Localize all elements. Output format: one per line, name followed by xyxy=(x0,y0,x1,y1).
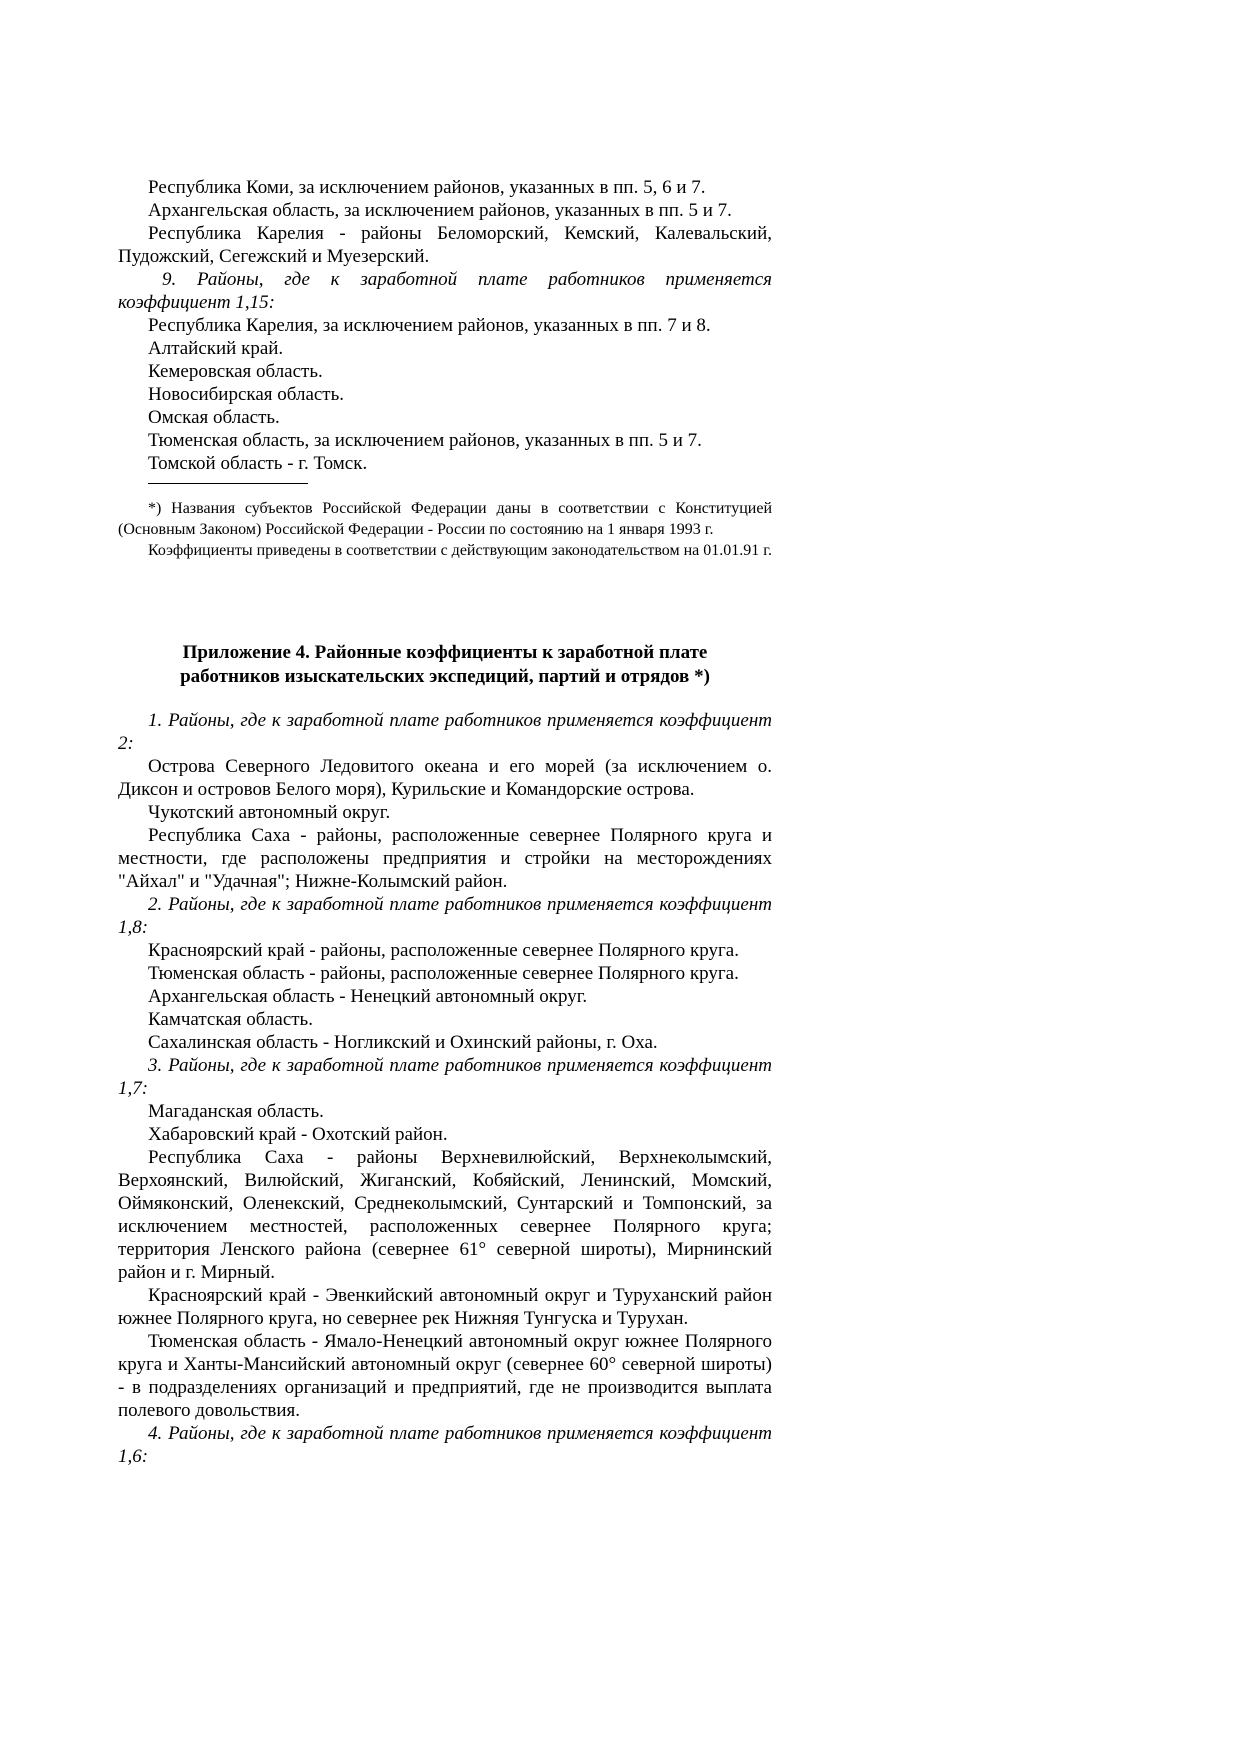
paragraph: Архангельская область - Ненецкий автономный округ. xyxy=(148,986,588,1007)
paragraph: Тюменская область - Ямало-Ненецкий автономный округ южнее Полярного круга и Ханты-Мансийский автономный округ (севернее 60° северной широты) - в подразделениях организаций и предприятий, где не производится выплата полевого довольствия. xyxy=(118,1331,772,1421)
heading-line: Приложение 4. Районные коэффициенты к заработной плате xyxy=(182,642,708,663)
paragraph: Республика Карелия, за исключением районов, указанных в пп. 7 и 8. xyxy=(148,315,711,336)
paragraph: Тюменская область - районы, расположенные севернее Полярного круга. xyxy=(148,963,739,984)
appendix-heading xyxy=(118,641,772,689)
paragraph-italic: 9. Районы, где к заработной плате работников применяется коэффициент 1,15: xyxy=(118,269,772,313)
paragraph: Красноярский край - Эвенкийский автономный округ и Туруханский район южнее Полярного круга, но севернее рек Нижняя Тунгуска и Турухан. xyxy=(118,1285,772,1329)
heading-line: работников изыскательских экспедиций, партий и отрядов *) xyxy=(180,666,710,687)
paragraph: Республика Коми, за исключением районов, указанных в пп. 5, 6 и 7. xyxy=(148,177,706,198)
paragraph: Хабаровский край - Охотский район. xyxy=(148,1124,448,1145)
paragraph: Омская область. xyxy=(148,407,280,428)
paragraph: Томской область - г. Томск. xyxy=(148,453,368,474)
paragraph: Тюменская область, за исключением районов, указанных в пп. 5 и 7. xyxy=(148,430,702,451)
paragraph-italic: 3. Районы, где к заработной плате работников применяется коэффициент 1,7: xyxy=(118,1055,772,1099)
paragraph: Архангельская область, за исключением районов, указанных в пп. 5 и 7. xyxy=(148,200,732,221)
paragraph: Магаданская область. xyxy=(148,1101,324,1122)
paragraph-italic: 1. Районы, где к заработной плате работников применяется коэффициент 2: xyxy=(118,710,772,754)
paragraph-italic: 2. Районы, где к заработной плате работников применяется коэффициент 1,8: xyxy=(118,894,772,938)
footnote: Коэффициенты приведены в соответствии с действующим законодательством на 01.01.91 г. xyxy=(148,542,773,559)
paragraph: Новосибирская область. xyxy=(148,384,345,405)
footnote: *) Названия субъектов Российской Федерации даны в соответствии с Конституцией (Основным Законом) Российской Федерации - России по состоянию на 1 января 1993 г. xyxy=(118,500,772,538)
footnotes xyxy=(118,498,772,561)
paragraph: Алтайский край. xyxy=(148,338,284,359)
paragraph: Сахалинская область - Ногликский и Охинский районы, г. Оха. xyxy=(148,1032,658,1053)
section-a xyxy=(118,176,772,475)
paragraph: Острова Северного Ледовитого океана и его морей (за исключением о. Диксон и островов Белого моря), Курильские и Командорские острова. xyxy=(118,756,772,800)
paragraph-italic: 4. Районы, где к заработной плате работников применяется коэффициент 1,6: xyxy=(118,1423,772,1467)
paragraph: Кемеровская область. xyxy=(148,361,323,382)
paragraph: Чукотский автономный округ. xyxy=(148,802,391,823)
paragraph: Республика Карелия - районы Беломорский, Кемский, Калевальский, Пудожский, Сегежский и Муезерский. xyxy=(118,223,772,267)
document-page xyxy=(118,176,772,1468)
paragraph: Республика Саха - районы Верхневилюйский, Верхнеколымский, Верхоянский, Вилюйский, Жиганский, Кобяйский, Ленинский, Момский, Оймяконский, Оленекский, Среднеколымский, Сунтарский и Томпонский, за исключением местностей, расположенных севернее Полярного круга; территория Ленского района (севернее 61° северной широты), Мирнинский район и г. Мирный. xyxy=(118,1147,772,1283)
paragraph: Красноярский край - районы, расположенные севернее Полярного круга. xyxy=(148,940,739,961)
section-b xyxy=(118,709,772,1468)
paragraph: Республика Саха - районы, расположенные севернее Полярного круга и местности, где расположены предприятия и стройки на месторождениях "Айхал" и "Удачная"; Нижне-Колымский район. xyxy=(118,825,772,892)
paragraph: Камчатская область. xyxy=(148,1009,313,1030)
